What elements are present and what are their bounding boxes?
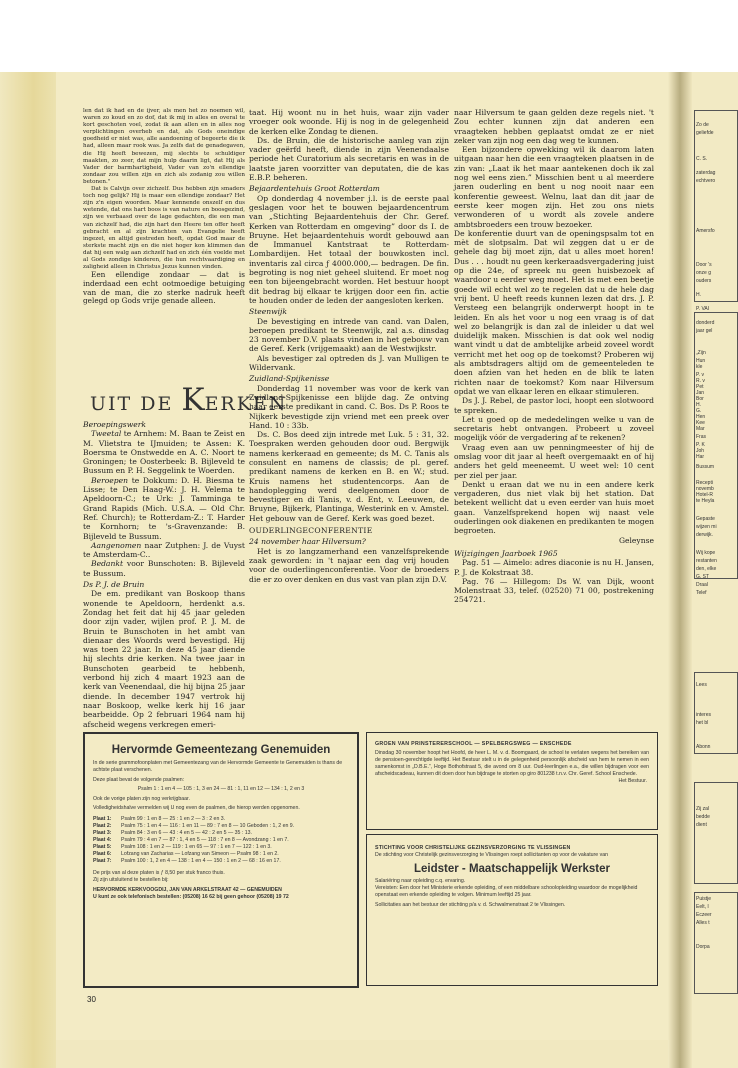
heading-ouderlingen: OUDERLINGECONFERENTIE xyxy=(249,526,373,536)
right-page-text: R. v xyxy=(696,378,705,384)
heading-jaarboek: Wijzigingen Jaarboek 1965 xyxy=(454,548,558,558)
right-page-text: Telef xyxy=(696,590,707,596)
plate-row: Plaat 6: Lofzang van Zacharias — Lofzang van Simeon — Psalm 98 : 1 en 2. xyxy=(93,850,279,857)
plate-row: Plaat 7: Psalm 100 : 1, 2 en 4 — 138 : 1 en 4 — 150 : 1 en 2 — 68 : 16 en 17. xyxy=(93,857,281,864)
right-page-text: Dorpa xyxy=(696,944,710,950)
right-page-text: Kee xyxy=(696,420,705,426)
paragraph: Het is zo langzamerhand een vanzelfsprekende zaak geworden: in 't najaar een dag vrij houden voor de ouderlingenconferentie. Voor de broeders die er zo over denken en dus vast van plan zijn D.V. xyxy=(249,546,449,584)
right-page-text: G. ST xyxy=(696,574,710,580)
section-title-post: ERKEN xyxy=(204,393,288,415)
paragraph: Ds J. J. Rebel, de pastor loci, hoopt een slotwoord te spreken. xyxy=(454,396,654,415)
right-page-text: Amersfo xyxy=(696,228,715,234)
right-page-text: wijzen mi xyxy=(696,524,717,530)
right-page-text: Gepaste xyxy=(696,516,715,522)
paragraph: Pag. 51 — Aimelo: adres diaconie is nu H. Jansen, P. J. de Kokstraat 38. xyxy=(454,558,654,577)
right-page-text: dient xyxy=(696,822,707,828)
column-1-news xyxy=(83,418,245,729)
right-page-text: Joh xyxy=(696,448,705,454)
right-page-text: bedde xyxy=(696,814,710,820)
ad-text: In de serie grammofoonplaten met Gemeentezang van de Hervormde Gemeente te Genemuiden is thans de achtste plaat verschenen. xyxy=(93,760,343,773)
paragraph: Donderdag 11 november was voor de kerk van Zuidland-Spijkenisse een blijde dag. Ze ontving haar eerste predikant in cand. C. Bos. Ds P. Roos te Nijkerk bevestigde zijn vriend met een preek over Hand. 10 : 33b. xyxy=(249,383,449,430)
right-page-text: Hun xyxy=(696,358,706,364)
beroepen-paragraph: Beroepen te Dokkum: D. H. Biesma te Lisse; te Den Haag-W.: J. H. Velema te Apeldoorn-C.; te Urk: J. Tamminga te Grand Rapids (Mich. U.S.A. — Old Chr. Ref. Church); te Rotterdam-Z.: T. Harder te Kornhorn; te 's-Gravenzande: B. Bijleveld te Bussum. xyxy=(83,475,245,541)
right-page-text: P. v xyxy=(696,372,704,378)
ad-text: Ook de vorige platen zijn nog verkrijgbaar. xyxy=(93,795,190,802)
right-page-text: zaterdag xyxy=(696,170,716,176)
right-page-text: Draal xyxy=(696,582,708,588)
paragraph: Een bijzondere opwekking wil ik daarom laten uitgaan naar hen die een vraagteken plaatsen in de zin van: „Laat ik het maar aantekenen doch ik zal nog wel eens zien.” Misschien bent u al meerdere jaren ouderling en bent u nog nooit naar een konferentie geweest. Welnu, laat dan dit jaar de eerste keer mogen zijn. Het zou ons niets verwonderen of u wordt als zovele andere ambtsbroeders een trouw bezoeker. xyxy=(454,145,654,229)
right-page-text: jaar gel xyxy=(696,328,713,334)
right-page-text: kle xyxy=(696,364,703,370)
paragraph: Vraag even aan uw penningmeester of hij de omslag voor dit jaar al heeft overgemaakt en of hij anders het geld meeneemt. U weet wel: 10 cent per ziel per jaar. xyxy=(454,442,654,480)
right-page-text: C. S. xyxy=(696,156,708,162)
page-edges xyxy=(0,72,56,1068)
ad-text: Deze plaat bevat de volgende psalmen: xyxy=(93,776,185,783)
heading-zuidland: Zuidland-Spijkenisse xyxy=(249,374,330,384)
ad-title: Leidster - Maatschappelijk Werkster xyxy=(414,862,610,875)
right-page-text: G. xyxy=(696,408,702,414)
right-page-text: Puistje xyxy=(696,896,712,902)
subheading-date: 24 november haar Hilversum? xyxy=(249,537,366,547)
ad-school xyxy=(366,732,658,830)
right-page-text: interes xyxy=(696,712,712,718)
right-page-text: Bussum xyxy=(696,464,715,470)
paragraph: taat. Hij woont nu in het huis, waar zijn vader vroeger ook woonde. Hij is nog in de gelegenheid de kerken elke Zondag te dienen. xyxy=(249,108,449,136)
right-page-text: H. xyxy=(696,292,701,298)
paragraph: Pag. 76 — Hillegom: Ds W. van Dijk, woont Molenstraat 33, telef. (02520) 71 00, postrekening 254721. xyxy=(454,576,654,605)
right-page-text: Wij kope xyxy=(696,550,716,556)
book-gutter xyxy=(668,72,692,1068)
right-page-text: novemb xyxy=(696,486,714,492)
paragraph: Als bevestiger zal optreden ds J. van Mulligen te Wildervank. xyxy=(249,353,449,373)
right-page-text: Pet xyxy=(696,384,704,390)
ad-subtext: De stichting voor Christelijk gezinsverzorging te Vlissingen roept sollicitanten op voor de vakature van xyxy=(375,852,608,858)
right-page-text: geliefde xyxy=(696,130,714,136)
plate-row: Plaat 2: Psalm 75 : 1 en 4 — 116 : 1 en 11 — 89 : 7 en 8 — 10 Geboden : 1, 2 en 9. xyxy=(93,823,295,830)
right-page-text: Hotel-R xyxy=(696,492,713,498)
ad-text: Sollicitaties aan het bestuur der stichting p/a v. d. Schwalmenstraat 2 te Vlissingen. xyxy=(375,901,566,908)
right-page-text: Lees xyxy=(696,682,707,688)
ad-text: Vereisten: Een door het Ministerie erkende opleiding, of een middelbare schoolopleiding waardoor de mogelijkheid openstaat een erkende opleiding te volgen. Minimum leeftijd 25 jaar. xyxy=(375,884,638,898)
right-page-text: Jan xyxy=(696,390,705,396)
ad-text: Salariëring naar opleiding c.q. ervaring. xyxy=(375,877,466,884)
intro-paragraph: Dat is Calvijn over zichzelf. Dus hebben zijn smaders toch nog gelijk? Hij is maar een ellendige zondaar? Het zijn z'n eigen woorden. Maar kennende onszelf en dus wetende, dat ons hart boos is van nature en boosgezind, zijn we verbaasd over de lage gedachten, die een man van zichzelf had, die zijn hart den Heere ten offer heeft gebracht en al zijn krachten van Evangelie heeft ingezet, en altijd gestreden heeft, opdat God maar de sterkste macht zijn en die niet hoger kon klimmen dan dat hij een walg aan zichzelf had en zich één voelde met al Gods zondige kinderen, die hun rechtvaardiging en zaligheid alleen in Christus Jezus kunnen vinden. xyxy=(83,186,245,271)
tweetal-paragraph: Tweetal te Arnhem: M. Baan te Zeist en M. Vlietstra te IJmuiden; te Assen: K. Boersma te Onstwedde en A. C. Noort te Groningen; te Oosterbeek: B. Bijleveld te Bussum en P. H. Seggelink te Woerden. xyxy=(83,429,245,476)
ad-psalms: Psalm 1 : 1 en 4 — 105 : 1, 3 en 24 — 81 : 1, 11 en 12 — 134 : 1, 2 en 3 xyxy=(137,785,305,792)
column-3 xyxy=(454,108,654,605)
right-page-text: P. VAI xyxy=(696,306,710,312)
background-top xyxy=(0,0,738,72)
ad-text: Volledigheidshalve vermelden wij U nog even de psalmen, die hierop werden opgenomen. xyxy=(93,804,300,811)
bedankt-paragraph: Bedankt voor Bunschoten: B. Bijleveld te Bussum. xyxy=(83,559,245,578)
heading-steenwijk: Steenwijk xyxy=(249,307,288,317)
ad-phone: U kunt ze ook telefonisch bestellen: (05208) 16 62 bij geen gehoor (05208) 19 72 xyxy=(93,893,289,900)
right-page-fragment xyxy=(692,72,738,1068)
ad-order: Zij zijn uitsluitend te bestellen bij: xyxy=(93,876,169,883)
right-page-text: Zo de xyxy=(696,122,709,128)
right-page-text: den, elke xyxy=(696,566,717,572)
ad-heading: STICHTING VOOR CHRISTELIJKE GEZINSVERZORGING TE VLISSINGEN xyxy=(375,845,571,851)
right-page-text: onze g xyxy=(696,270,712,276)
ad-title: Hervormde Gemeentezang Genemuiden xyxy=(111,744,331,756)
section-title-pre: UIT DE xyxy=(90,393,174,415)
page-number: 30 xyxy=(87,995,96,1004)
paragraph: Ds. C. Bos deed zijn intrede met Luk. 5 : 31, 32. Toespraken werden gehouden door oud. Bergwijk namens kerkeraad en gemeente; ds M. C. Tanis als consulent en namens de classis; de pl. geref. predikant namens de kerken en B. en W.; stud. Kruis namens het studentencorps. Aan de handoplegging werd deelgenomen door de bevestiger en di Tanis, v. d. Ent, v. Leeuwen, de Bruyne, Bijkerk, Plantinga, Westerink en v. Amstel. Het gebouw van de Geref. Kerk was goed bezet. xyxy=(249,430,449,523)
signature: Geleynse xyxy=(618,535,654,545)
right-page-text: Eczeer xyxy=(696,912,712,918)
ad-gemeentezang xyxy=(83,732,359,988)
right-page-text: H. xyxy=(696,402,701,408)
plate-row: Plaat 5: Psalm 108 : 1 en 2 — 119 : 1 en 65 — 97 : 1 en 7 — 122 : 1 en 3. xyxy=(93,844,272,851)
ad-werkster xyxy=(366,834,658,986)
right-page-text: donderd xyxy=(696,320,715,326)
ad-address: HERVORMDE KERKVOOGDIJ, JAN VAN ARKELSTRAAT 42 — GENEMUIDEN xyxy=(93,886,282,893)
heading-bejaardentehuis: Bejaardentehuis Groot Rotterdam xyxy=(249,184,380,194)
intro-conclusion: Een ellendige zondaar — dat is inderdaad een echt ootmoedige betuiging van de man, die zo sterke nadruk heeft gelegd op Gods vrije genade alleen. xyxy=(83,270,245,306)
section-title-initial: K xyxy=(181,382,205,418)
right-page-text: P. K xyxy=(696,442,705,448)
right-page-text: het bl xyxy=(696,720,709,726)
page-bottom xyxy=(56,1040,668,1068)
right-page-text: restanten xyxy=(696,558,717,564)
section-title xyxy=(90,382,288,418)
right-page-text: Zij zal xyxy=(696,806,710,812)
heading-de-bruin: Ds P. J. de Bruin xyxy=(83,580,145,590)
paragraph: De konferentie duurt van de openingspsalm tot en mèt de slotpsalm. Dat wil zeggen dat u er de gehele dag bij moet zijn, dat u alles moet horen! Dus . . . houdt nu geen kerkeraadsvergadering juist op die 24e, of spreek nu geen huisbezoek af waardoor u eerder weg moet. Het is met een beetje goede wil echt wel zo te regelen dat u de hele dag vrij bent. U heeft reeds kunnen lezen dat drs. J. P. Versteeg een belangrijk onderwerpt hoopt in te leiden. En als het voor u nog een vraag is of dat wel zo belangrijk is dan zal de inleider u dat wel duidelijk maken. Misschien is dat ook wel nodig want vindt u dat de ambtelijke arbeid zoveel wordt verricht met het oog op de toekomst? Proberen wij als ambtsdragers altijd om de gemeenteleden te doen afzien van het heden en de blik te laten richten naar de toekomst? Kom naar Hilversum opdat we van elkaar leren en elkaar stimuleren. xyxy=(454,228,654,396)
paragraph: De bevestiging en intrede van cand. van Dalen, beroepen predikant te Steenwijk, zal a.s. dinsdag 23 november D.V. plaats vinden in het gebouw van de Geref. Kerk (vrijgemaakt) aan de Westwijkstr. xyxy=(249,316,449,354)
right-page-text: Alles t xyxy=(696,920,710,926)
plate-row: Plaat 3: Psalm 84 : 3 en 6 — 43 : 4 en 5 — 42 : 2 en 5 — 35 : 13. xyxy=(93,830,252,837)
plate-row: Plaat 4: Psalm 79 : 4 en 7 — 87 : 1, 4 en 5 — 118 : 7 en 8 — Avondzang : 1 en 7. xyxy=(93,837,289,844)
right-page-text: „Zijn xyxy=(696,350,706,356)
right-page-text: Abonn xyxy=(696,744,711,750)
ad-signature: Het Bestuur. xyxy=(618,777,647,784)
right-page-text: echtvero xyxy=(696,178,716,184)
column-2 xyxy=(249,108,449,584)
paragraph: Let u goed op de mededelingen welke u van de secretaris hebt ontvangen. Probeert u zoveel mogelijk vóór de vergadering af te rekenen? xyxy=(454,414,654,443)
paragraph: naar Hilversum te gaan gelden deze regels niet. 't Zou echter kunnen zijn dat anderen een vraagteken hebben geplaatst omdat ze er niet zeker van zijn nog een dag weg te kunnen. xyxy=(454,108,654,145)
right-page-text: Hen xyxy=(696,414,706,420)
de-bruin-paragraph: De em. predikant van Boskoop thans wonende te Apeldoorn, herdenkt a.s. Zondag het feit dat hij 45 jaar geleden door zijn vader, wijlen prof. P. J. M. de Bruin te Bunschoten in het ambt van dienaar des Woords werd bevestigd. Hij was toen 22 jaar. In deze 45 jaar diende hij slechts drie kerken. Na twee jaar in Bunschoten gearbeid te hebbenh, verbond hij zich 4 maart 1923 aan de kerk van Veenendaal, die hij bijna 25 jaar diende. In december 1947 vertrok hij naar Boskoop, welke kerk hij 16 jaar bearbeidde. Op 2 februari 1964 nam hij afscheid wegens verkregen emeri- xyxy=(83,589,245,729)
ad-frame xyxy=(694,782,738,884)
right-page-text: Mar xyxy=(696,426,705,432)
aangenomen-paragraph: Aangenomen naar Zutphen: J. de Vuyst te Amsterdam-C.. xyxy=(83,540,245,560)
paragraph: Op donderdag 4 november j.l. is de eerste paal geslagen voor het te bouwen bejaardencentrum van „Stichting Bejaardentehuis der Chr. Geref. Kerken van Rotterdam en omgeving” door ds I. de Bruyne. Het bejaardentehuis wordt gebouwd aan de Immanuel Kantstraat te Rotterdam-Lombardijen. Het totaal der bouwkosten incl. inventaris zal circa ƒ 4000.000,— bedragen. De fin. begroting is nog niet geheel sluitend. Er moet nog een ton bijeengebracht worden. Het bestuur hoopt dit bedrag bij elkaar te krijgen door een fin. actie te houden onder de leden der aangesloten kerken. xyxy=(249,193,449,305)
right-page-text: Eelt, I xyxy=(696,904,709,910)
plate-row: Plaat 1: Psalm 99 : 1 en 8 — 25 : 1 en 2 — 3 : 2 en 3. xyxy=(93,816,226,823)
right-page-text: te Heyla xyxy=(696,498,715,504)
ad-heading: GROEN VAN PRINSTERERSCHOOL — SPELBERGSWEG — ENSCHEDE xyxy=(375,741,572,747)
ad-text: Dinsdag 30 november hoopt het Hoofd, de heer L. M. v. d. Boomgaard, de school te verlaten wegens het bereiken van de pensioen-gerechtigde leeftijd. Het Bestuur stelt u in de gelegenheid persoonlijk afscheid van hem te nemen in een samenkomst in „D.B.E.”, Hoge Bothofstraat 5, die avond om 8 uur. Oud-leerlingen e.a., die willen bijdragen voor een afscheidscadeau, kunnen dit doen door hun bijdrage te storten op giro 801238 t.n.v. Chr. Geref. School Enschede. xyxy=(375,750,649,777)
right-page-text: Recepti xyxy=(696,480,713,486)
right-page-text: derwijk. xyxy=(696,532,713,538)
right-page-text: Door 's xyxy=(696,262,712,268)
ad-price: De prijs van al deze platen is ƒ 8,50 per stuk franco thuis. xyxy=(93,869,225,876)
right-page-text: Har xyxy=(696,454,705,460)
right-page-text: ouders xyxy=(696,278,712,284)
right-page-text: Bor xyxy=(696,396,704,402)
right-page-text: Fras xyxy=(696,434,706,440)
intro-paragraph: len dat ik had en de ijver, als men het zo noemen wil, waren zo koud en zo dof, dat ik mij in alles en overal te kort geschoten voel, zodat ik aan allen en in alles nog verplichtingen overheb en dat, als Gods oneindige goedheid er niet was, alle aandoening of begeerte die ik had, alleen maar rook was. Ja zelfs dat de genadegaven, die Hij heeft bewezen, mij slechts te schuldiger maakten, zo zeer, dat mijn hulp daarin ligt, dat Hij als Vader der barmhartigheid, Vader van zo'n ellendige zondaar zou willen zijn en zich als zodanig zou willen betonen." xyxy=(83,108,245,185)
paragraph: Ds. de Bruin, die de historische aanleg van zijn vader geërfd heeft, diende in zijn Veenendaalse periode het Curatorium als secretaris en was in de laatste jaren voorzitter van deputaten, die de kas E.B.P. beheren. xyxy=(249,135,449,183)
heading-beroepingswerk: Beroepingswerk xyxy=(83,420,146,429)
column-1 xyxy=(83,108,245,306)
paragraph: Denkt u eraan dat we nu in een andere kerk vergaderen, dus niet vlak bij het station. Dat betekent wellicht dat u even eerder van huis moet gaan. Vanzelfsprekend hopen wij naast vele ouderlingen ook diakenen en predikanten te mogen begroeten. xyxy=(454,479,654,536)
